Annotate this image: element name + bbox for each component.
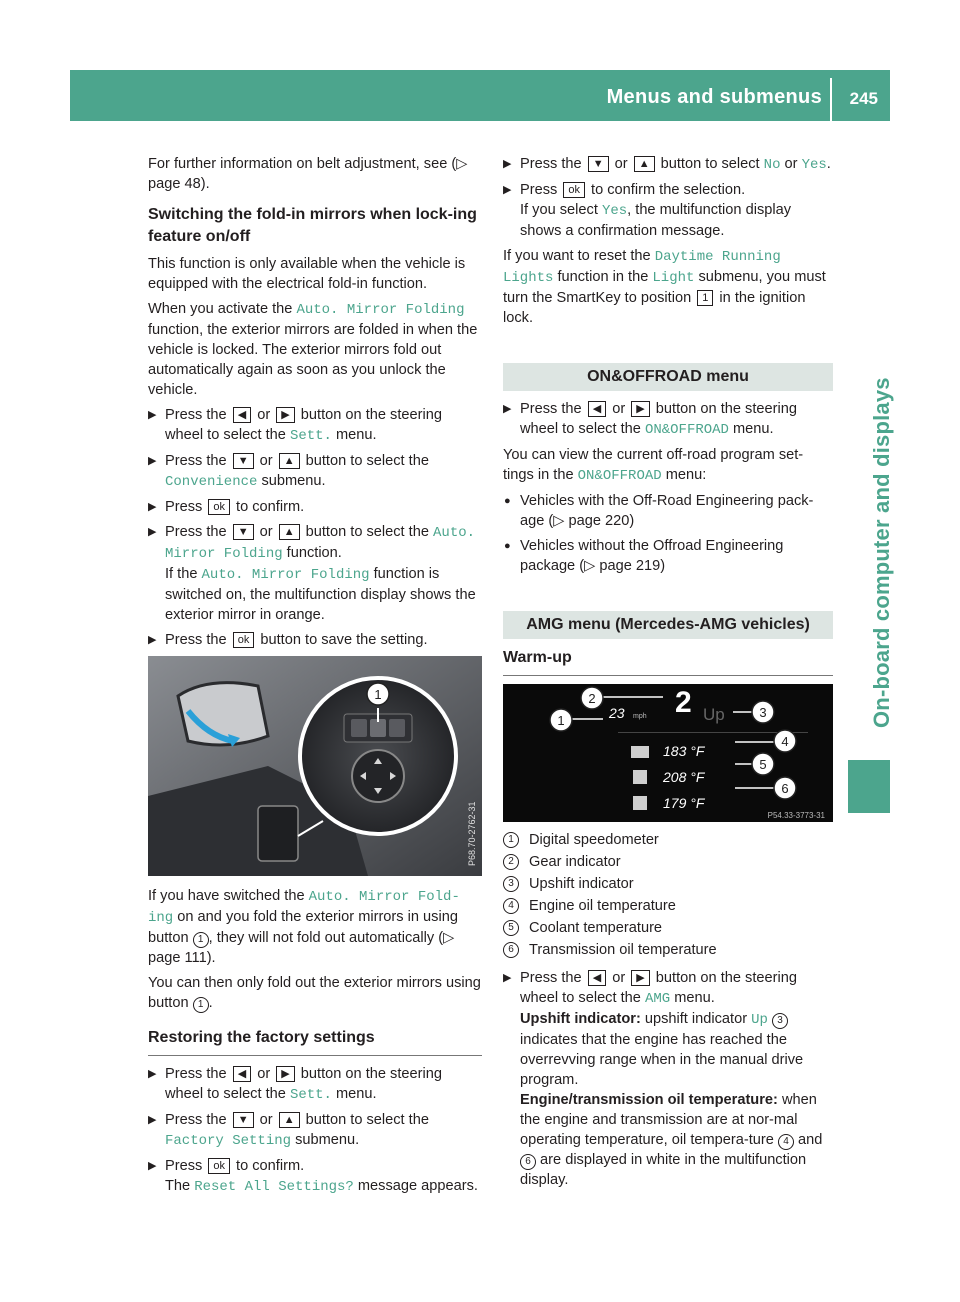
intro-text: For further information on belt adjustment, see (▷ page 48).	[148, 156, 468, 192]
right-arrow-key-icon: ▶	[631, 970, 649, 986]
down-arrow-key-icon: ▼	[233, 1112, 254, 1128]
legend-item: 2 Gear indicator	[503, 852, 833, 872]
para-availability: This function is only available when the vehicle is equipped with the electrical fold-in function.	[148, 256, 466, 292]
cluster-callout-1: 1	[557, 713, 565, 728]
header-divider	[830, 78, 832, 121]
heading-factory-settings: Restoring the factory settings	[148, 1027, 482, 1056]
down-arrow-key-icon: ▼	[588, 156, 609, 172]
step-select-auto-mirror: ▶ Press the ▼ or ▲ button to select the Auto. Mirror Folding function. If the Auto. Mirror Folding function is switched on, the multifunction display shows the exterior mirror in orange.	[148, 522, 482, 625]
up-arrow-key-icon: ▲	[279, 524, 300, 540]
gear-indicator-value: 2	[675, 686, 692, 719]
left-column	[148, 154, 482, 1202]
step-select-convenience: ▶ Press the ▼ or ▲ button to select the Convenience submenu.	[148, 451, 482, 492]
page-header	[70, 70, 890, 121]
cluster-callout-5: 5	[759, 757, 767, 772]
right-arrow-key-icon: ▶	[631, 401, 649, 417]
up-arrow-key-icon: ▲	[279, 453, 300, 469]
transmission-oil-temp: 179 °F	[663, 795, 705, 811]
heading-warm-up: Warm-up	[503, 647, 833, 676]
transmission-icon	[633, 796, 647, 810]
amg-warmup-illustration	[503, 684, 833, 822]
side-chapter-label: On-board computer and displays	[869, 377, 894, 728]
step-factory-select-sett: ▶ Press the ◀ or ▶ button on the steering wheel to select the Sett. menu.	[148, 1064, 482, 1105]
callout-4-icon: 4	[778, 1134, 794, 1150]
legend-item: 3 Upshift indicator	[503, 874, 833, 894]
step-select-sett: ▶ Press the ◀ or ▶ button on the steering wheel to select the Sett. menu.	[148, 405, 482, 446]
display-reference-code: P54.33-3773-31	[767, 811, 825, 820]
section-onoffroad-menu: ON&OFFROAD menu	[503, 363, 833, 391]
para-daytime-lights: If you want to reset the Daytime Running Lights function in the Light submenu, you must turn the SmartKey to position 1 in the ignition lock.	[503, 248, 826, 326]
right-arrow-key-icon: ▶	[276, 1066, 294, 1082]
step-factory-confirm: ▶ Press ok to confirm. The Reset All Settings? message appears.	[148, 1156, 482, 1197]
para-switched-on: If you have switched the Auto. Mirror Fold-ing on and you fold the exterior mirrors in using button 1 , they will not fold out automatically (▷ page 111).	[148, 888, 460, 966]
coolant-temp: 208 °F	[663, 769, 705, 785]
step-select-amg: ▶ Press the ◀ or ▶ button on the steering wheel to select the AMG menu. Upshift indicator: upshift indicator Up 3 indicates that the engine has reached the overrevving range when in the manual drive program. Engine/transmission oil temperature: when the engine and transmission are at nor-mal operating temperature, oil tempera-ture 4 and 6 are displayed in white in the multifunction display.	[503, 968, 833, 1190]
ok-key-icon: ok	[233, 632, 255, 648]
step-confirm-selection: ▶ Press ok to confirm the selection. If you select Yes, the multifunction display shows a confirmation message.	[503, 180, 833, 241]
step-save: ▶ Press the ok button to save the setting.	[148, 630, 482, 650]
cluster-callout-2: 2	[588, 691, 596, 706]
callout-1-icon: 1	[193, 997, 209, 1013]
ok-key-icon: ok	[563, 182, 585, 198]
step-select-onoffroad: ▶ Press the ◀ or ▶ button on the steering wheel to select the ON&OFFROAD menu.	[503, 399, 833, 440]
page-number: 245	[849, 89, 878, 108]
left-arrow-key-icon: ◀	[588, 970, 606, 986]
up-arrow-key-icon: ▲	[634, 156, 655, 172]
cluster-callout-6: 6	[781, 781, 789, 796]
up-arrow-key-icon: ▲	[279, 1112, 300, 1128]
coolant-icon	[633, 770, 647, 784]
step-select-no-yes: ▶ Press the ▼ or ▲ button to select No or Yes.	[503, 154, 833, 175]
bullet-without-package: ● Vehicles without the Offroad Engineering package (▷ page 219)	[503, 536, 833, 576]
left-arrow-key-icon: ◀	[233, 407, 251, 423]
left-arrow-key-icon: ◀	[233, 1066, 251, 1082]
amg-warmup-display	[503, 684, 833, 822]
right-column	[503, 154, 833, 1195]
callout-1-icon: 1	[193, 932, 209, 948]
cluster-callout-4: 4	[781, 734, 789, 749]
legend-item: 6 Transmission oil temperature	[503, 940, 833, 960]
step-factory-select-submenu: ▶ Press the ▼ or ▲ button to select the Factory Setting submenu.	[148, 1110, 482, 1151]
legend-item: 4 Engine oil temperature	[503, 896, 833, 916]
speed-unit: mph	[633, 713, 647, 720]
section-amg-menu: AMG menu (Mercedes-AMG vehicles)	[503, 611, 833, 639]
callout-3-icon: 3	[772, 1013, 788, 1029]
para-offroad-settings: You can view the current off-road program set-tings in the ON&OFFROAD menu:	[503, 447, 804, 484]
mirror-switch-photo	[148, 656, 482, 876]
ok-key-icon: ok	[208, 499, 230, 515]
mirror-switch-illustration	[148, 656, 482, 876]
legend-item: 5 Coolant temperature	[503, 918, 833, 938]
side-chapter-block	[848, 760, 890, 813]
legend-item: 1 Digital speedometer	[503, 830, 833, 850]
step-confirm: ▶ Press ok to confirm.	[148, 497, 482, 517]
bullet-with-package: ● Vehicles with the Off-Road Engineering pack-age (▷ page 220)	[503, 491, 833, 531]
header-title: Menus and submenus	[606, 86, 822, 108]
engine-oil-temp: 183 °F	[663, 743, 705, 759]
engine-oil-icon	[631, 746, 649, 758]
left-arrow-key-icon: ◀	[588, 401, 606, 417]
speed-value: 23	[609, 705, 625, 721]
ok-key-icon: ok	[208, 1158, 230, 1174]
right-arrow-key-icon: ▶	[276, 407, 294, 423]
cluster-callout-3: 3	[759, 705, 767, 720]
callout-6-icon: 6	[520, 1154, 536, 1170]
para-fold-out: You can then only fold out the exterior mirrors using button 1 .	[148, 975, 481, 1011]
upshift-label: Up	[703, 705, 725, 724]
down-arrow-key-icon: ▼	[233, 453, 254, 469]
ignition-position-key-icon: 1	[697, 290, 713, 306]
heading-fold-in-mirrors: Switching the fold-in mirrors when lock-ing feature on/off	[148, 206, 477, 245]
callout-1-label: 1	[374, 687, 382, 702]
photo-reference-code: P68.70-2762-31	[467, 801, 477, 866]
down-arrow-key-icon: ▼	[233, 524, 254, 540]
para-activate: When you activate the Auto. Mirror Folding function, the exterior mirrors are folded in when the vehicle is locked. The exterior mirrors fold out automatically again as soon as you unlock the vehicle.	[148, 301, 478, 398]
